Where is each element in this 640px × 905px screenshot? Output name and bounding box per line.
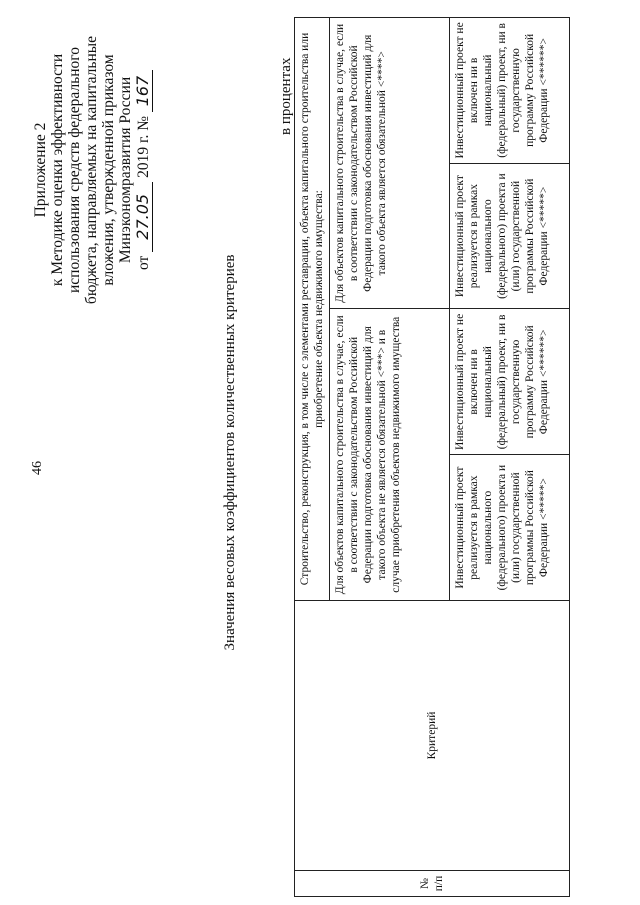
header-subgroup-a: Для объектов капитального строительства в случае, если в соответствии с законодательством Российской Федерации подготовка обоснования инвестиций для такого объекта не является обязательной <***> и в случае приобретения объектов недвижимого имущества — [330, 309, 450, 601]
date-prefix: от — [135, 255, 152, 270]
header-a-in-program: Инвестиционный проект реализуется в рамках национального (федерального) проекта и (или) государственной программы Российской Федерации <*****> — [450, 455, 570, 601]
header-b-not-in-program: Инвестиционный проект не включен ни в национальный (федеральный) проект, ни в государственную программу Российской Федерации <******> — [450, 18, 570, 164]
appendix-line: Минэкономразвития России — [117, 76, 134, 264]
coefficients-table — [294, 17, 570, 897]
order-number-field — [134, 70, 153, 112]
appendix-line: использования средств федерального — [66, 46, 83, 294]
header-criterion: Критерий — [295, 601, 570, 871]
appendix-block — [32, 20, 153, 320]
handwritten-order-number: 167 — [133, 75, 152, 107]
page-number: 46 — [30, 461, 45, 475]
table-title: Значения весовых коэффициентов количественных критериев — [222, 254, 238, 651]
header-a-not-in-program: Инвестиционный проект не включен ни в национальный (федеральный) проект, ни в государственную программу Российской Федерации <******> — [450, 309, 570, 455]
header-number: № п/п — [295, 871, 570, 897]
appendix-title: Приложение 2 — [32, 122, 49, 218]
appendix-line: бюджета, направляемых на капитальные — [83, 35, 100, 305]
appendix-line: вложения, утвержденной приказом — [100, 54, 117, 286]
date-field — [134, 182, 153, 252]
header-group: Строительство, реконструкция, в том числе с элементами реставрации, объекта капитального строительства или приобретение объекта недвижимого имущества: — [295, 18, 330, 601]
date-year: 2019 г. № — [135, 115, 152, 178]
appendix-date-line — [134, 20, 153, 320]
header-b-in-program: Инвестиционный проект реализуется в рамках национального (федерального) проекта и (или) государственной программы Российской Федерации <*****> — [450, 163, 570, 309]
unit-label: в процентах — [278, 57, 294, 135]
handwritten-date: 27.05 — [133, 193, 152, 240]
appendix-line: к Методике оценки эффективности — [49, 53, 66, 287]
header-subgroup-b: Для объектов капитального строительства в случае, если в соответствии с законодательством Российской Федерации подготовка обоснования инвестиций для такого объекта является обязательной <****> — [330, 18, 450, 310]
